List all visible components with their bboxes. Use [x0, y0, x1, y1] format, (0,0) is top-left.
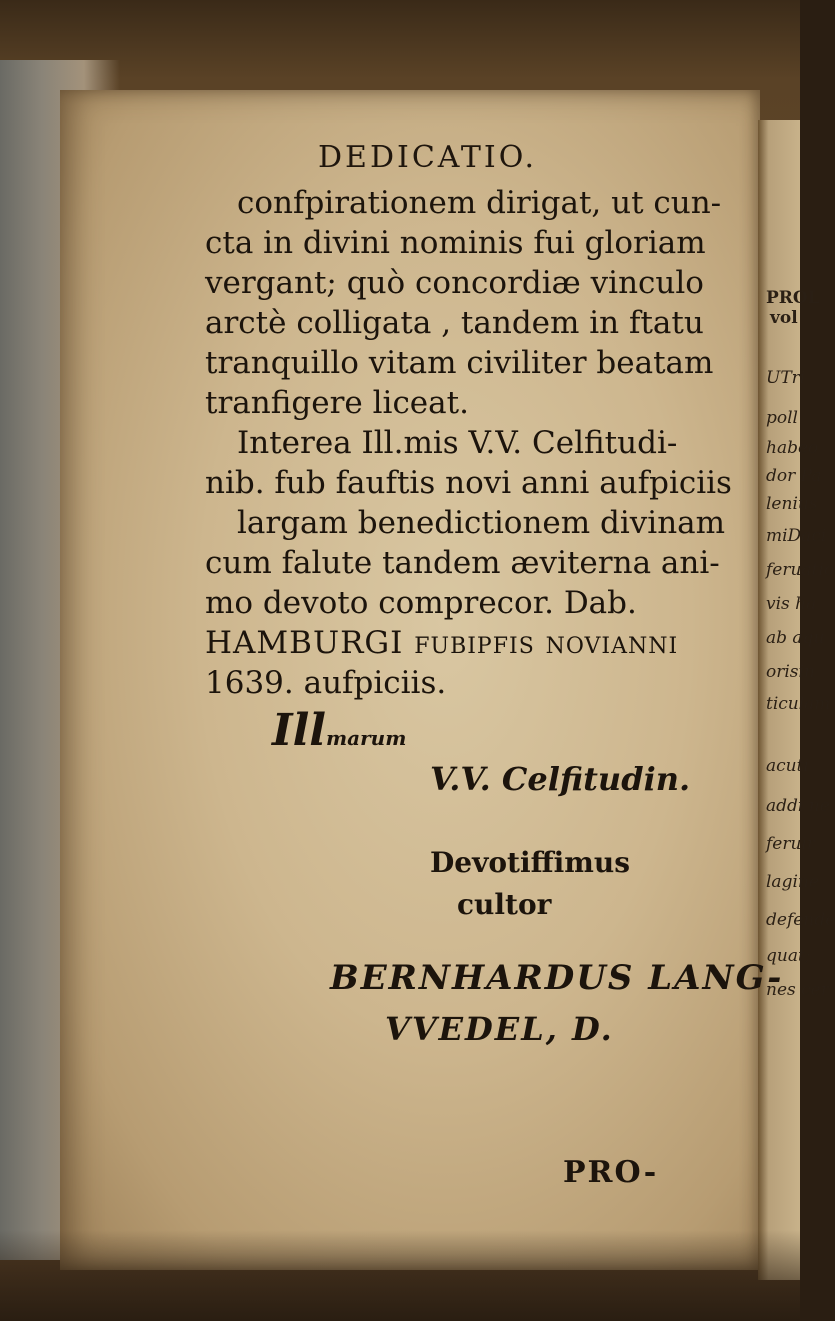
running-head: DEDICATIO.: [318, 140, 538, 175]
dedication-body: [205, 183, 765, 703]
catchword: PRO-: [563, 1155, 659, 1190]
text-line: largam benedictionem divinam: [237, 505, 726, 541]
text-line: HAMBURGI fubipfis novianni: [205, 625, 679, 661]
text-line: cum falute tandem æviterna ani-: [205, 545, 720, 581]
text-line: mo devoto comprecor. Dab.: [205, 585, 637, 621]
facing-page-fragment: miDaci: [766, 526, 827, 546]
facing-page-fragment: quat;: [766, 946, 811, 966]
facing-page-fragment: ab aqu: [766, 628, 825, 648]
facing-page-fragment: feruatio: [766, 560, 835, 580]
signer-name: BERNHARDUS LANG-: [330, 958, 784, 998]
signer-name-2: VVEDEL, D.: [385, 1010, 614, 1048]
scan-bottom-shadow: [0, 1230, 800, 1321]
salutation-initial: Ill: [272, 705, 327, 756]
facing-page-fragment: PROL: [766, 288, 820, 308]
facing-page-fragment: UTri: [766, 368, 806, 388]
facing-page-fragment: lagine: [766, 872, 819, 892]
text-line: tranfigere liceat.: [205, 385, 469, 421]
facing-page-fragment: vol: [770, 308, 798, 328]
facing-page-fragment: acuti: [766, 756, 809, 776]
text-line: nib. fub fauftis novi anni aufpiciis: [205, 465, 732, 501]
facing-page-fragment: defende: [766, 910, 835, 930]
facing-page-fragment: ticulam: [766, 694, 831, 714]
closing-phrase-2: cultor: [457, 888, 552, 921]
facing-page-fragment: addi ne: [766, 796, 830, 816]
text-line: vergant; quò concordiæ vinculo: [205, 265, 704, 301]
facing-page-fragment: dor Pa: [766, 466, 822, 486]
facing-page-fragment: orisin: [766, 662, 815, 682]
facing-page-fragment: poll: [766, 408, 798, 428]
facing-page-fragment: feruir: [766, 834, 815, 854]
text-line: arctè colligata , tandem in ftatu: [205, 305, 704, 341]
closing-phrase: Devotiffimus: [430, 846, 630, 879]
addressee: V.V. Celfitudin.: [430, 760, 691, 798]
text-line: tranquillo vitam civiliter beatam: [205, 345, 714, 381]
text-line: Interea Ill.mis V.V. Celfitudi-: [237, 425, 678, 461]
facing-page-fragment: nes cer: [766, 980, 829, 1000]
salutation: [272, 705, 406, 756]
facing-page-fragment: vis ha: [766, 594, 817, 614]
salutation-superscript: marum: [326, 726, 407, 750]
text-line: cta in divini nominis fui gloriam: [205, 225, 706, 261]
text-line: 1639. aufpiciis.: [205, 665, 447, 701]
text-line: confpirationem dirigat, ut cun-: [237, 185, 722, 221]
facing-page-fragment: lenius: [766, 494, 818, 514]
facing-page-fragment: habeo: [766, 438, 819, 458]
